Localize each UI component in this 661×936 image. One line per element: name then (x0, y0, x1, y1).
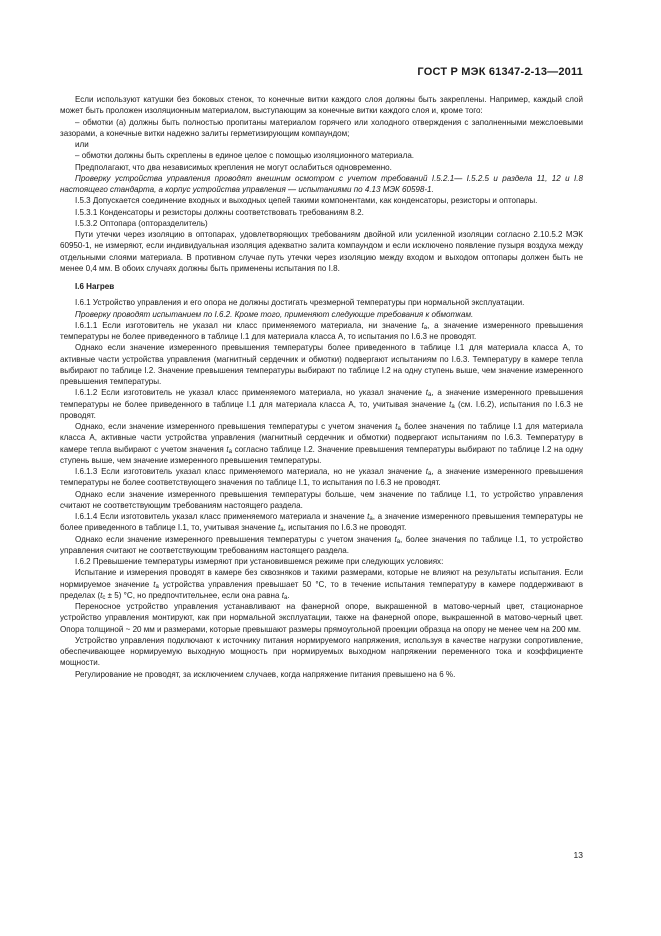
variable: t (278, 523, 281, 533)
paragraph: или (75, 140, 89, 149)
section-heading: I.6 Нагрев (75, 282, 115, 291)
paragraph: I.6.1.4 Если изготовитель указал класс применяемого материала и значение $t_a$, а значение измеренного превышения температуры не более приведенного в таблице I.1, то, учитывая значение $t_a$, испытания по I.6.3 не проводят. (60, 512, 583, 534)
subscript: a (228, 448, 232, 455)
paragraph: Регулирование не проводят, за исключением случаев, когда напряжение питания превышено на 6 %. (75, 669, 456, 679)
paragraph: – обмотки (а) должны быть полностью пропитаны материалом горячего или холодного отверждения с заполненными межслоевыми зазорами, а конечные витки надежно залиты герметизирующим компаундом; (60, 117, 583, 138)
subscript: a (423, 324, 428, 331)
variable: t (425, 467, 429, 476)
subscript: a (155, 583, 159, 590)
paragraph: I.6.2 Превышение температуры измеряют при установившемся режиме при следующих условиях: (75, 557, 444, 566)
subscript: a (369, 516, 373, 522)
variable: t (421, 320, 424, 330)
subscript: a (396, 538, 401, 545)
subscript: a (428, 471, 432, 477)
variable: t (367, 512, 370, 521)
variable: t (425, 388, 429, 398)
paragraph: Пути утечки через изоляцию в оптопарах, удовлетворяющих требованиям двойной или усиленной изоляции согласно 2.10.5.2 МЭК 60950-1, не измеряют, если индивидуальная изоляция адекватно залита компаундом и если исключено появление пузыря воздуха между отдельными слоями материала. В противном случае путь утечки через изоляцию между входом и выходом оптопары должен быть не менее 0,4 мм. В обоих случаях должны быть применены испытания по I.8. (60, 230, 583, 273)
paragraph: I.5.3.1 Конденсаторы и резисторы должны соответствовать требованиям 8.2. (75, 207, 364, 217)
standard-header: ГОСТ Р МЭК 61347-2-13—2011 (417, 66, 583, 78)
variable: t (394, 534, 397, 544)
paragraph: Предполагают, что два независимых крепления не могут ослабиться одновременно. (75, 162, 392, 172)
paragraph: I.5.3 Допускается соединение входных и выходных цепей такими компонентами, как конденсаторы, резисторы и оптопары. (75, 196, 538, 206)
paragraph: I.6.1.3 Если изготовитель указал класс применяемого материала, но не указал значение $t_a$, а значение измеренного превышения температуры не более соответствующего значения по таблице I.1, то испытания по I.6.3 не проводят. (60, 467, 583, 488)
variable: t (153, 579, 156, 589)
paragraph: Однако, если значение измеренного превышения температуры с учетом значения $t_a$ более значения по таблице I.1 для материала класса А, активные части устройства управления (магнитный сердечник и обмотки) подвергают испытаниям по I.6.3. Температуру в камере тепла выбирают с учетом значения $t_a$ согласно таблице I.2. Значение превышения температуры выбирают по таблице I.2 на одну ступень выше, чем значение измеренного превышения температуры. (60, 422, 584, 465)
subscript: a (451, 403, 455, 410)
variable: t (449, 399, 452, 409)
variable: t (395, 422, 398, 431)
paragraph: Устройство управления подключают к источнику питания нормируемого напряжения, используя в качестве нагрузки сопротивление, обеспечивающее нормируемую выходную мощность при нормируемых выходном напряжении переменного тока и коэффициенте мощности. (60, 635, 583, 668)
document-body (60, 94, 583, 680)
page-number: 13 (573, 850, 583, 860)
paragraph: I.5.3.2 Оптопара (опторазделитель) (75, 218, 208, 228)
subscript: a (283, 594, 288, 601)
paragraph: Однако если значение измеренного превышения температуры более приведенного в таблице I.1 для материала класса А, то активные части устройства управления (магнитный сердечник и обмотки) подвергают испытаниям по I.6.3. Температуру в камере тепла выбирают по таблице I.2. Значение превышения температуры выбирают по таблице I.2 на одну ступень выше, чем значение измеренного превышения температуры. (60, 343, 583, 386)
variable: t (281, 590, 284, 600)
paragraph: Однако если значение измеренного превышения температуры с учетом значения $t_a$, более значения по таблице I.1, то устройство управления считают не соответствующим требованиям настоящего раздела. (60, 534, 583, 555)
subscript: a (280, 527, 284, 534)
variable: t (100, 590, 103, 600)
variable: t (226, 444, 229, 454)
paragraph: – обмотки должны быть скреплены в единое целое с помощью изоляционного материала. (75, 151, 415, 161)
subscript: c (102, 594, 106, 601)
paragraph: Однако если значение измеренного превышения температуры больше, чем значение по таблице I.1, то устройство управления считают не соответствующим требованиям настоящего раздела. (60, 489, 583, 510)
paragraph: I.6.1 Устройство управления и его опора не должны достигать чрезмерной температуры при нормальной эксплуатации. (75, 298, 525, 308)
paragraph: I.6.1.2 Если изготовитель не указал класс применяемого материала, но указал значение $t_a$, а значение измеренного превышения температуры не более приведенного в таблице I.1 для материала класса А, то, учитывая значение $t_a$ (см. I.6.2), испытания по I.6.3 не проводят. (60, 388, 583, 420)
subscript: a (397, 426, 401, 432)
paragraph: Проверку проводят испытанием по I.6.2. Кроме того, применяют следующие требования к обмоткам. (75, 309, 474, 319)
paragraph: Проверку устройства управления проводят внешним осмотром с учетом требований I.5.2.1— I.5.2.5 и раздела 11, 12 и I.8 настоящего стандарта, а корпус устройства управления — испытаниями по 4.13 МЭК 60598-1. (60, 173, 583, 194)
subscript: a (428, 392, 432, 399)
paragraph: Испытание и измерения проводят в камере без сквозняков и такими размерами, которые не влияют на результаты испытания. Если нормируемое значение $t_a$ устройства управления превышает 50 °С, то в течение испытания температуру в камере поддерживают в пределах $(t_c \pm 5)$ °С, но предпочтительнее, если она равна $t_a$. (60, 568, 583, 601)
paragraph: Переносное устройство управления устанавливают на фанерной опоре, выкрашенной в матово-черный цвет, стационарное устройство управления монтируют, как при нормальной эксплуатации, также на фанерной опоре, выкрашенной в матово-черный цвет. Опора толщиной ~ 20 мм и размерами, которые превышают размеры прямоугольной проекции образца на опору не менее чем на 200 мм. (60, 602, 583, 634)
paragraph: I.6.1.1 Если изготовитель не указал ни класс применяемого материала, ни значение $t_a$, а значение измеренного превышения температуры не более приведенного в таблице I.1 для материала класса А, то испытания по I.6.3 не проводят. (60, 320, 584, 341)
paragraph: Если используют катушки без боковых стенок, то конечные витки каждого слоя должны быть закреплены. Например, каждый слой может быть проложен изоляционным материалом, выступающим за конечные витки каждого слоя и, кроме того: (60, 95, 583, 116)
